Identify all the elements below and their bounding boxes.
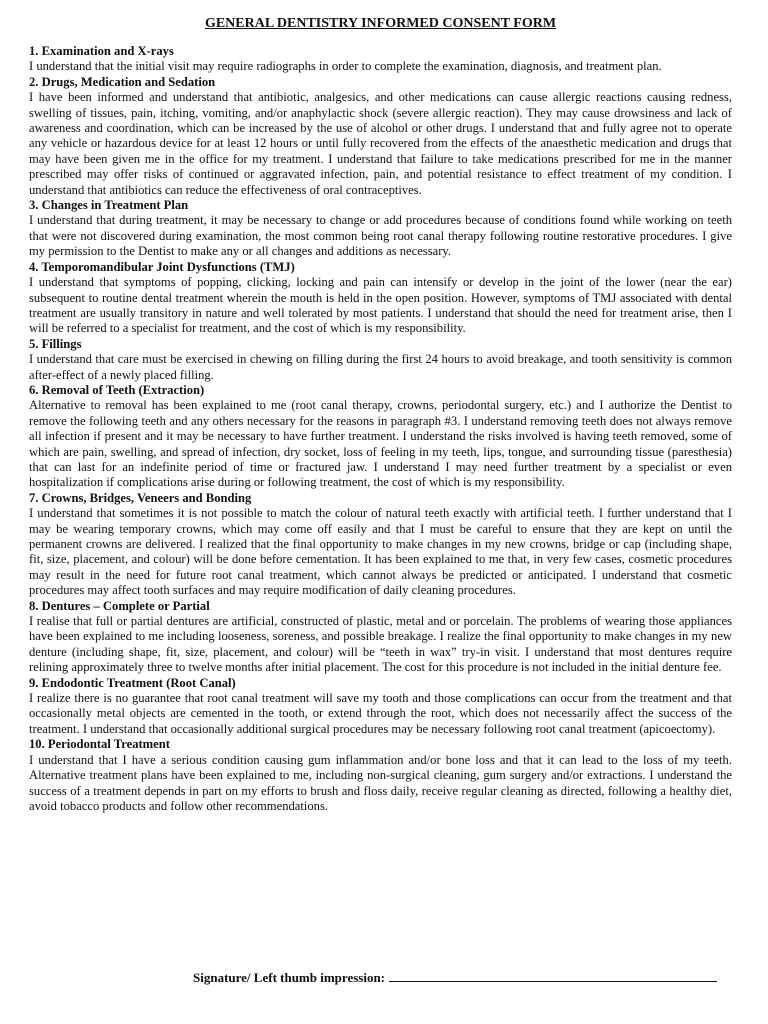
section-body: I understand that I have a serious condition causing gum inflammation and/or bone loss and that it can lead to the loss of my teeth. Alternative treatment plans have been explained to me, including non-surgical cleaning, gum surgery and/or extractions. I understand the success of a treatment depends in part on my efforts to brush and floss daily, receive regular cleaning as directed, following a healthy diet, avoid tobacco products and follow other recommendations. [29,752,732,813]
section-heading: 2. Drugs, Medication and Sedation [29,74,216,89]
section-body: I understand that symptoms of popping, clicking, locking and pain can intensify or develop in the joint of the lower (near the ear) subsequent to routine dental treatment wherein the mouth is held in the open position. However, symptoms of TMJ associated with dental treatment are usually transitory in nature and well tolerated by most patients. I understand that should the need for treatment arise, then I will be referred to a specialist for treatment, and the cost of which is my responsibility. [29,275,732,336]
section-crowns-bridges [29,491,732,599]
section-body: Alternative to removal has been explained to me (root canal therapy, crowns, periodontal surgery, etc.) and I authorize the Dentist to remove the following teeth and any others necessary for the reasons in paragraph #3. I understand removing teeth does not always remove all infection if present and it may be necessary to have further treatment. I understand the risks involved is having teeth removed, some of which are pain, swelling, and spread of infection, dry socket, loss of feeling in my teeth, lips, tongue, and surrounding tissue (paresthesia) that can last for an indefinite period of time or fractured jaw. I understand I may need further treatment by a specialist or even hospitalization if complications arise during or following treatment, the cost of which is my responsibility. [29,398,732,490]
section-dentures [29,599,732,676]
section-body: I understand that care must be exercised in chewing on filling during the first 24 hours to avoid breakage, and tooth sensitivity is common after-effect of a newly placed filling. [29,352,732,382]
section-body: I realise that full or partial dentures are artificial, constructed of plastic, metal and or porcelain. The problems of wearing those appliances have been explained to me including looseness, soreness, and possible breakage. I realize the final opportunity to make changes in my new denture (including shape, fit, size, placement, and colour) will be “teeth in wax” try-in visit. I understand that most dentures require relining approximately three to twelve months after initial placement. The cost for this procedure is not included in the initial denture fee. [29,614,732,675]
section-body: I understand that during treatment, it may be necessary to change or add procedures because of conditions found while working on teeth that were not discovered during examination, the most common being root canal therapy following routine restorative procedures. I give my permission to the Dentist to make any or all changes and additions as necessary. [29,213,732,259]
section-periodontal [29,737,732,814]
section-heading: 10. Periodontal Treatment [29,737,170,752]
signature-label: Signature/ Left thumb impression: [193,970,386,985]
section-heading: 4. Temporomandibular Joint Dysfunctions (TMJ) [29,259,295,274]
section-extraction [29,383,732,491]
section-heading: 7. Crowns, Bridges, Veneers and Bonding [29,490,252,505]
section-body: I realize there is no guarantee that root canal treatment will save my tooth and those complications can occur from the treatment and that occasionally metal objects are cemented in the tooth, or extend through the root, which does not necessarily affect the success of the treatment. I understand that occasionally additional surgical procedures may be necessary following root canal treatment (apicoectomy). [29,691,732,736]
section-tmj [29,260,732,337]
form-title: GENERAL DENTISTRY INFORMED CONSENT FORM [204,16,557,31]
section-drugs-medication [29,75,732,198]
section-heading: 1. Examination and X-rays [29,44,174,58]
section-heading: 9. Endodontic Treatment (Root Canal) [29,675,236,690]
section-heading: 5. Fillings [29,336,82,351]
section-treatment-plan-changes [29,198,732,260]
section-heading: 3. Changes in Treatment Plan [29,198,189,213]
section-body: I understand that sometimes it is not possible to match the colour of natural teeth exactly with artificial teeth. I further understand that I may be wearing temporary crowns, which may come off easily and that I must be careful to ensure that they are kept on until the permanent crowns are delivered. I realized that the final opportunity to make changes in my new crowns, bridge or cap (including shape, fit, size, placement, and colour) will be done before cementation. It has been explained to me that, in very few cases, cosmetic procedures may result in the need for future root canal treatment, which cannot always be predicted or anticipated. I understand that cosmetic procedures may affect tooth surfaces and may require modification of daily cleaning procedures. [29,506,732,598]
section-heading: 8. Dentures – Complete or Partial [29,598,210,613]
section-examination-xrays [29,44,732,75]
section-heading: 6. Removal of Teeth (Extraction) [29,382,205,397]
section-fillings [29,337,732,383]
signature-row [193,969,717,986]
section-body: I understand that the initial visit may require radiographs in order to complete the examination, diagnosis, and treatment plan. [29,59,662,74]
section-endodontic [29,676,732,738]
signature-line[interactable] [389,969,717,982]
section-body: I have been informed and understand that antibiotic, analgesics, and other medications can cause allergic reactions causing redness, swelling of tissues, pain, itching, vomiting, and/or anaphylactic shock (severe allergic reaction). They may cause drowsiness and lack of awareness and coordination, which can be increased by the use of alcohol or other drugs. I understand that and fully agree not to operate any vehicle or hazardous device for at least 12 hours or until fully recovered from the effects of the anaesthetic medication and drugs that may have been given me in the office for my treatment. I understand that failure to take medications prescribed for me in the manner prescribed may offer risks of continued or aggravated infection, pain, and potential resistance to effect treatment of my condition. I understand that antibiotics can reduce the effectiveness of oral contraceptives. [29,90,732,197]
